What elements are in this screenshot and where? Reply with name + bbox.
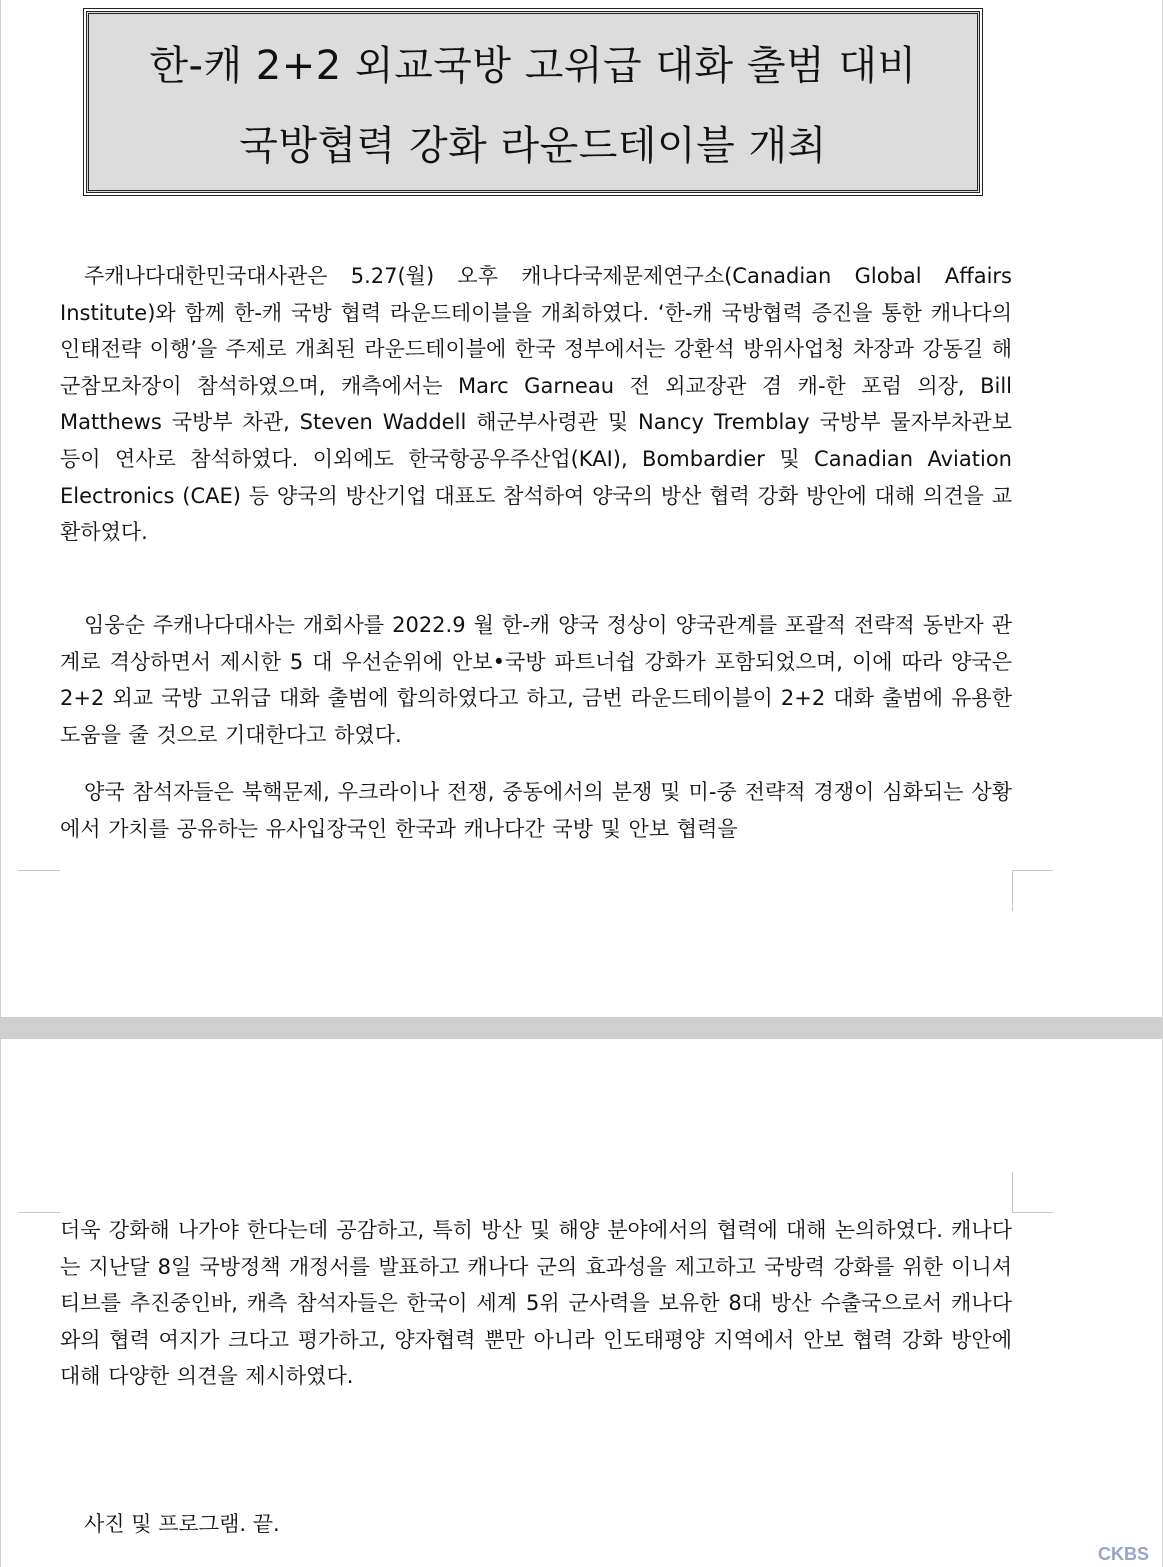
crop-mark (18, 870, 60, 871)
body-paragraph-3-part-1: 양국 참석자들은 북핵문제, 우크라이나 전쟁, 중동에서의 분쟁 및 미-중 전략적 경쟁이 심화되는 상황에서 가치를 공유하는 유사입장국인 한국과 캐나다간 국방 및 안보 협력을 (60, 780, 1012, 841)
page-separator (0, 1017, 1163, 1039)
title-line-2: 국방협력 강화 라운드테이블 개최 (239, 123, 827, 169)
title-box (86, 11, 980, 193)
watermark-logo: CKBS (1097, 1544, 1149, 1564)
body-paragraph-3-part-2: 더욱 강화해 나가야 한다는데 공감하고, 특히 방산 및 해양 분야에서의 협력에 대해 논의하였다. 캐나다는 지난달 8일 국방정책 개정서를 발표하고 캐나다 군의 효과성을 제고하고 국방력 강화를 위한 이니셔티브를 추진중인바, 캐측 참석자들은 한국이 세계 5위 군사력을 보유한 8대 방산 수출국으로서 캐나다와의 협력 여지가 크다고 평가하고, 양자협력 뿐만 아니라 인도태평양 지역에서 안보 협력 강화 방안에 대해 다양한 의견을 제시하였다. (60, 1218, 1012, 1389)
closing-line: 사진 및 프로그램. 끝. (84, 1512, 280, 1536)
crop-mark (1012, 870, 1053, 911)
crop-mark (18, 1212, 60, 1213)
body-paragraph-2: 임웅순 주캐나다대사는 개회사를 2022.9 월 한-캐 양국 정상이 양국관계를 포괄적 전략적 동반자 관계로 격상하면서 제시한 5 대 우선순위에 안보•국방 파트너쉽 강화가 포함되었으며, 이에 따라 양국은 2+2 외교 국방 고위급 대화 출범에 합의하였다고 하고, 금번 라운드테이블이 2+2 대화 출범에 유용한 도움을 줄 것으로 기대한다고 하였다. (60, 613, 1012, 747)
title-line-1: 한-캐 2+2 외교국방 고위급 대화 출범 대비 (149, 43, 917, 89)
body-paragraph-1: 주캐나다대한민국대사관은 5.27(월) 오후 캐나다국제문제연구소(Canadian Global Affairs Institute)와 함께 한-캐 국방 협력 라운드테이블을 개최하였다. ‘한-캐 국방협력 증진을 통한 캐나다의 인태전략 이행’을 주제로 개최된 라운드테이블에 한국 정부에서는 강환석 방위사업청 차장과 강동길 해군참모차장이 참석하였으며, 캐측에서는 Marc Garneau 전 외교장관 겸 캐-한 포럼 의장, Bill Matthews 국방부 차관, Steven Waddell 해군부사령관 및 Nancy Tremblay 국방부 물자부차관보 등이 연사로 참석하였다. 이외에도 한국항공우주산업(KAI), Bombardier 및 Canadian Aviation Electronics (CAE) 등 양국의 방산기업 대표도 참석하여 양국의 방산 협력 강화 방안에 대해 의견을 교환하였다. (60, 264, 1012, 545)
crop-mark (1012, 1172, 1053, 1213)
